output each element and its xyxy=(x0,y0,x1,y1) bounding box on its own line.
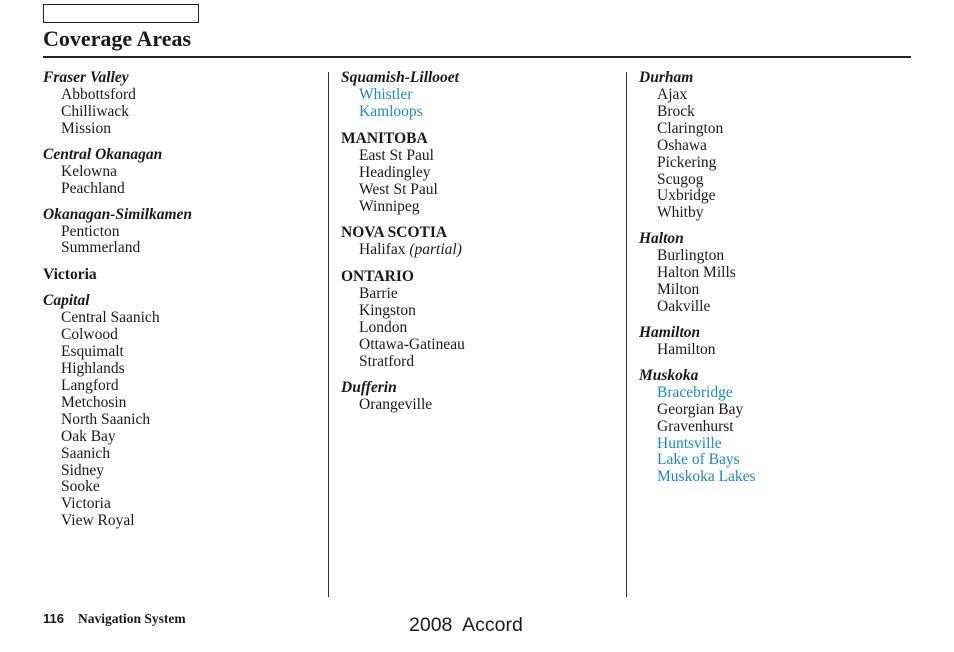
province-heading: MANITOBA xyxy=(341,129,428,147)
city-item xyxy=(657,121,919,138)
region-heading: Okanagan-Similkamen xyxy=(43,205,192,223)
city-name: Winnipeg xyxy=(359,197,420,215)
city-item xyxy=(61,104,323,121)
city-list xyxy=(639,87,919,222)
city-name: London xyxy=(359,319,408,337)
city-item xyxy=(359,165,621,182)
city-item xyxy=(61,412,323,429)
footer-model-label: 2008 Accord xyxy=(409,614,523,636)
coverage-region xyxy=(341,128,621,216)
city-name: Oak Bay xyxy=(61,427,116,445)
city-list xyxy=(341,286,621,371)
city-name[interactable]: Muskoka Lakes xyxy=(657,468,756,486)
city-item xyxy=(61,513,323,530)
city-list xyxy=(639,248,919,316)
coverage-region xyxy=(43,291,323,530)
city-item xyxy=(61,224,323,241)
city-name: Peachland xyxy=(61,179,125,197)
city-item xyxy=(657,188,919,205)
city-item xyxy=(657,248,919,265)
city-name: Ottawa-Gatineau xyxy=(359,336,465,354)
city-name: North Saanich xyxy=(61,410,151,428)
city-list xyxy=(43,310,323,530)
coverage-region xyxy=(639,323,919,359)
city-name: Victoria xyxy=(61,495,111,513)
city-item xyxy=(61,378,323,395)
coverage-region xyxy=(341,266,621,371)
region-heading: Capital xyxy=(43,292,90,310)
coverage-region xyxy=(639,229,919,316)
city-item xyxy=(359,397,621,414)
city-link[interactable] xyxy=(359,104,621,121)
city-link[interactable] xyxy=(359,87,621,104)
city-item xyxy=(61,395,323,412)
city-item xyxy=(657,104,919,121)
city-name: Highlands xyxy=(61,360,125,378)
coverage-column-3 xyxy=(639,68,919,493)
city-name: Kelowna xyxy=(61,162,117,180)
city-name: Kingston xyxy=(359,302,416,320)
city-name: Saanich xyxy=(61,444,111,462)
city-item xyxy=(359,242,621,259)
city-item xyxy=(61,240,323,257)
city-name: Esquimalt xyxy=(61,343,124,361)
city-item xyxy=(657,205,919,222)
city-item xyxy=(657,155,919,172)
city-item xyxy=(359,354,621,371)
city-list xyxy=(43,87,323,138)
city-name[interactable]: Huntsville xyxy=(657,434,722,452)
city-item xyxy=(359,199,621,216)
coverage-region xyxy=(341,378,621,414)
coverage-region xyxy=(43,145,323,198)
city-name: Whitby xyxy=(657,204,704,222)
city-name: Sidney xyxy=(61,461,105,479)
city-name: Headingley xyxy=(359,163,431,181)
city-list xyxy=(639,385,919,486)
city-list xyxy=(341,242,621,259)
city-name: Clarington xyxy=(657,119,724,137)
city-name: Metchosin xyxy=(61,393,127,411)
coverage-column-2 xyxy=(341,68,621,421)
city-item xyxy=(61,429,323,446)
region-heading: Hamilton xyxy=(639,323,701,341)
city-item xyxy=(61,479,323,496)
province-heading: ONTARIO xyxy=(341,268,414,286)
coverage-region xyxy=(341,222,621,259)
region-heading: Squamish-Lillooet xyxy=(341,69,459,86)
region-heading: Halton xyxy=(639,230,684,248)
city-item xyxy=(359,303,621,320)
city-name: Gravenhurst xyxy=(657,417,734,435)
city-name: Stratford xyxy=(359,352,415,370)
coverage-region xyxy=(639,68,919,222)
region-heading: Dufferin xyxy=(341,378,397,396)
title-divider xyxy=(43,56,911,58)
city-name: Halifax xyxy=(359,241,406,259)
city-name: Orangeville xyxy=(359,395,433,413)
city-name: Milton xyxy=(657,281,700,299)
city-list xyxy=(341,87,621,121)
city-name: Uxbridge xyxy=(657,187,716,205)
city-list xyxy=(43,224,323,258)
province-heading: NOVA SCOTIA xyxy=(341,224,448,242)
city-name: West St Paul xyxy=(359,180,438,198)
city-item xyxy=(61,446,323,463)
region-heading: Durham xyxy=(639,69,694,86)
city-item xyxy=(61,463,323,480)
city-item xyxy=(61,496,323,513)
city-list xyxy=(341,397,621,414)
city-name: Sooke xyxy=(61,478,100,496)
city-item xyxy=(61,344,323,361)
city-list xyxy=(341,148,621,216)
city-link[interactable] xyxy=(657,385,919,402)
region-heading: Muskoka xyxy=(639,366,699,384)
city-item xyxy=(61,181,323,198)
coverage-region xyxy=(639,366,919,486)
city-name: Barrie xyxy=(359,285,398,303)
column-divider xyxy=(328,72,329,597)
city-name: Hamilton xyxy=(657,340,716,358)
city-name[interactable]: Bracebridge xyxy=(657,383,733,401)
city-item xyxy=(657,299,919,316)
city-item xyxy=(61,361,323,378)
region-heading: Central Okanagan xyxy=(43,145,163,163)
page-number: 116 xyxy=(43,611,64,626)
column-divider xyxy=(626,72,627,597)
page-title: Coverage Areas xyxy=(43,26,192,51)
city-item xyxy=(61,87,323,104)
coverage-column-1 xyxy=(43,68,323,537)
city-name: View Royal xyxy=(61,512,135,530)
city-name: Halton Mills xyxy=(657,264,736,282)
coverage-region xyxy=(43,264,323,284)
city-name: Burlington xyxy=(657,247,725,265)
city-name: Georgian Bay xyxy=(657,400,744,418)
coverage-region xyxy=(43,68,323,138)
city-item xyxy=(359,337,621,354)
coverage-note: (partial) xyxy=(409,241,462,259)
region-heading: Fraser Valley xyxy=(43,69,129,86)
city-item xyxy=(359,320,621,337)
city-name: Langford xyxy=(61,376,119,394)
city-name[interactable]: Whistler xyxy=(359,86,413,103)
city-name: Summerland xyxy=(61,239,141,257)
section-tab-box xyxy=(43,4,199,23)
city-name[interactable]: Kamloops xyxy=(359,102,423,120)
city-name: East St Paul xyxy=(359,146,434,164)
city-name: Mission xyxy=(61,119,111,137)
coverage-region xyxy=(341,68,621,121)
city-item xyxy=(61,121,323,138)
city-item xyxy=(657,402,919,419)
footer-section-label: Navigation System xyxy=(78,611,186,626)
city-name: Chilliwack xyxy=(61,102,130,120)
city-item xyxy=(359,286,621,303)
city-name: Scugog xyxy=(657,170,704,188)
city-name: Brock xyxy=(657,102,695,120)
city-item xyxy=(657,138,919,155)
city-link[interactable] xyxy=(657,452,919,469)
coverage-region xyxy=(43,205,323,258)
city-name: Oakville xyxy=(657,297,711,315)
city-name: Penticton xyxy=(61,222,120,240)
city-item xyxy=(657,282,919,299)
city-name: Oshawa xyxy=(657,136,707,154)
city-list xyxy=(43,164,323,198)
city-name: Pickering xyxy=(657,153,717,171)
city-item xyxy=(61,164,323,181)
city-name: Ajax xyxy=(657,86,688,103)
city-item xyxy=(359,148,621,165)
city-item xyxy=(359,182,621,199)
city-item xyxy=(657,87,919,104)
city-list xyxy=(639,342,919,359)
city-name: Abbottsford xyxy=(61,86,136,103)
city-name: Central Saanich xyxy=(61,309,160,327)
city-item xyxy=(657,342,919,359)
city-item xyxy=(657,419,919,436)
city-item xyxy=(657,265,919,282)
city-name: Colwood xyxy=(61,326,118,344)
city-item xyxy=(61,310,323,327)
province-heading: Victoria xyxy=(43,266,97,284)
city-link[interactable] xyxy=(657,436,919,453)
city-name[interactable]: Lake of Bays xyxy=(657,451,740,469)
city-item xyxy=(61,327,323,344)
city-item xyxy=(657,172,919,189)
city-link[interactable] xyxy=(657,469,919,486)
